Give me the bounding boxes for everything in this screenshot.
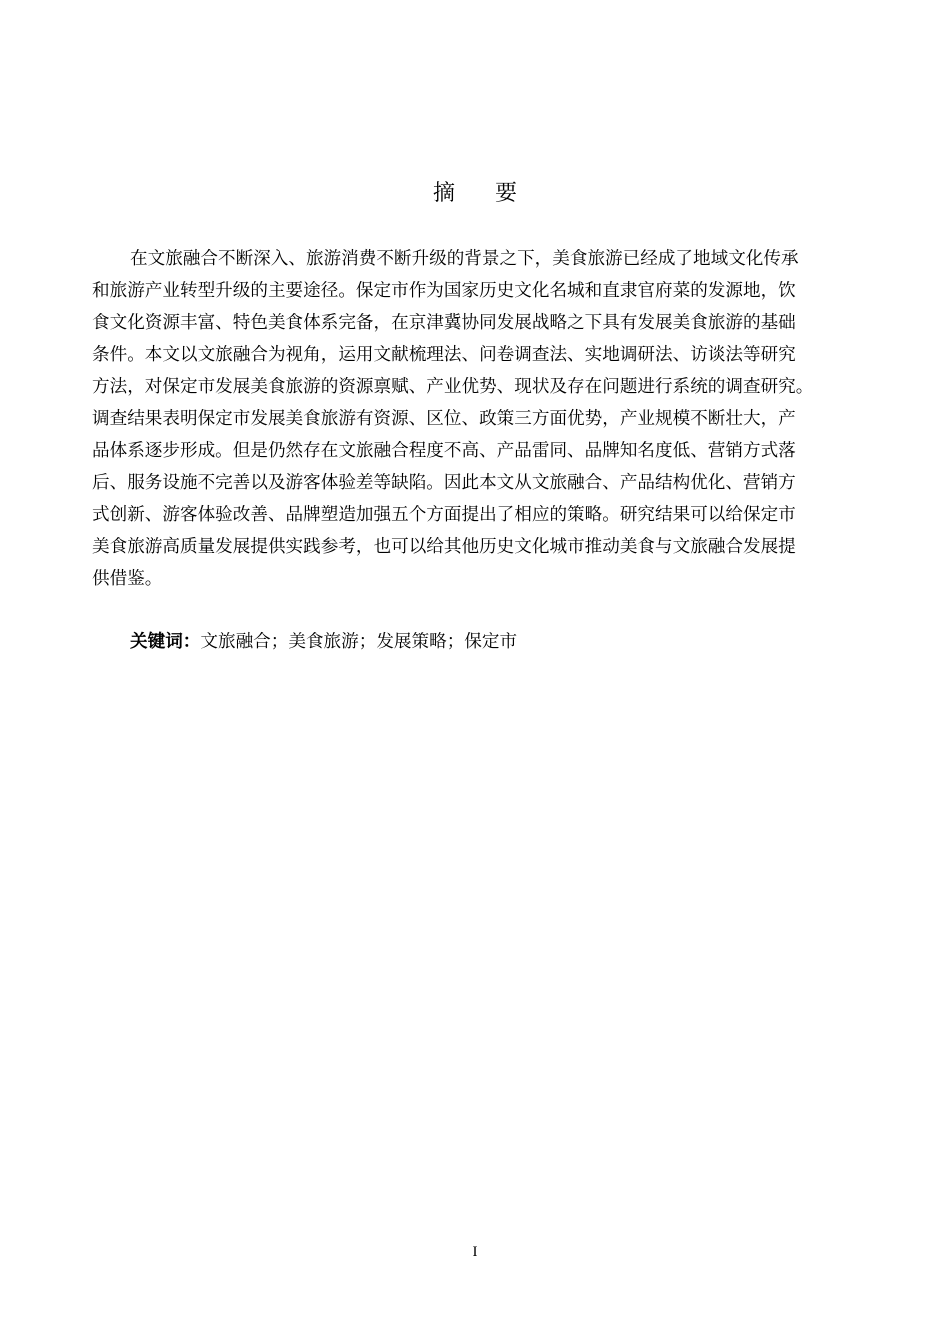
abstract-line: 条件。本文以文旅融合为视角，运用文献梳理法、问卷调查法、实地调研法、访谈法等研究 xyxy=(92,345,796,365)
abstract-line: 在文旅融合不断深入、旅游消费不断升级的背景之下，美食旅游已经成了地域文化传承 xyxy=(130,249,799,269)
abstract-line: 和旅游产业转型升级的主要途径。保定市作为国家历史文化名城和直隶官府菜的发源地，饮 xyxy=(92,281,796,301)
abstract-line: 后、服务设施不完善以及游客体验差等缺陷。因此本文从文旅融合、产品结构优化、营销方 xyxy=(92,473,796,493)
abstract-body xyxy=(92,243,862,595)
abstract-line: 供借鉴。 xyxy=(92,569,163,589)
abstract-line: 调查结果表明保定市发展美食旅游有资源、区位、政策三方面优势，产业规模不断壮大，产 xyxy=(92,409,796,429)
page-number: I xyxy=(472,1244,478,1260)
keywords-label: 关键词： xyxy=(130,632,201,652)
abstract-line: 式创新、游客体验改善、品牌塑造加强五个方面提出了相应的策略。研究结果可以给保定市 xyxy=(92,505,796,525)
abstract-line: 食文化资源丰富、特色美食体系完备，在京津冀协同发展战略之下具有发展美食旅游的基础 xyxy=(92,313,796,333)
keywords-line xyxy=(130,626,517,658)
abstract-line: 方法，对保定市发展美食旅游的资源禀赋、产业优势、现状及存在问题进行系统的调查研究。 xyxy=(92,377,814,397)
abstract-line: 品体系逐步形成。但是仍然存在文旅融合程度不高、产品雷同、品牌知名度低、营销方式落 xyxy=(92,441,796,461)
abstract-line: 美食旅游高质量发展提供实践参考，也可以给其他历史文化城市推动美食与文旅融合发展提 xyxy=(92,537,796,557)
keywords-value: 文旅融合；美食旅游；发展策略；保定市 xyxy=(200,632,518,652)
abstract-title: 摘要 xyxy=(432,181,557,206)
